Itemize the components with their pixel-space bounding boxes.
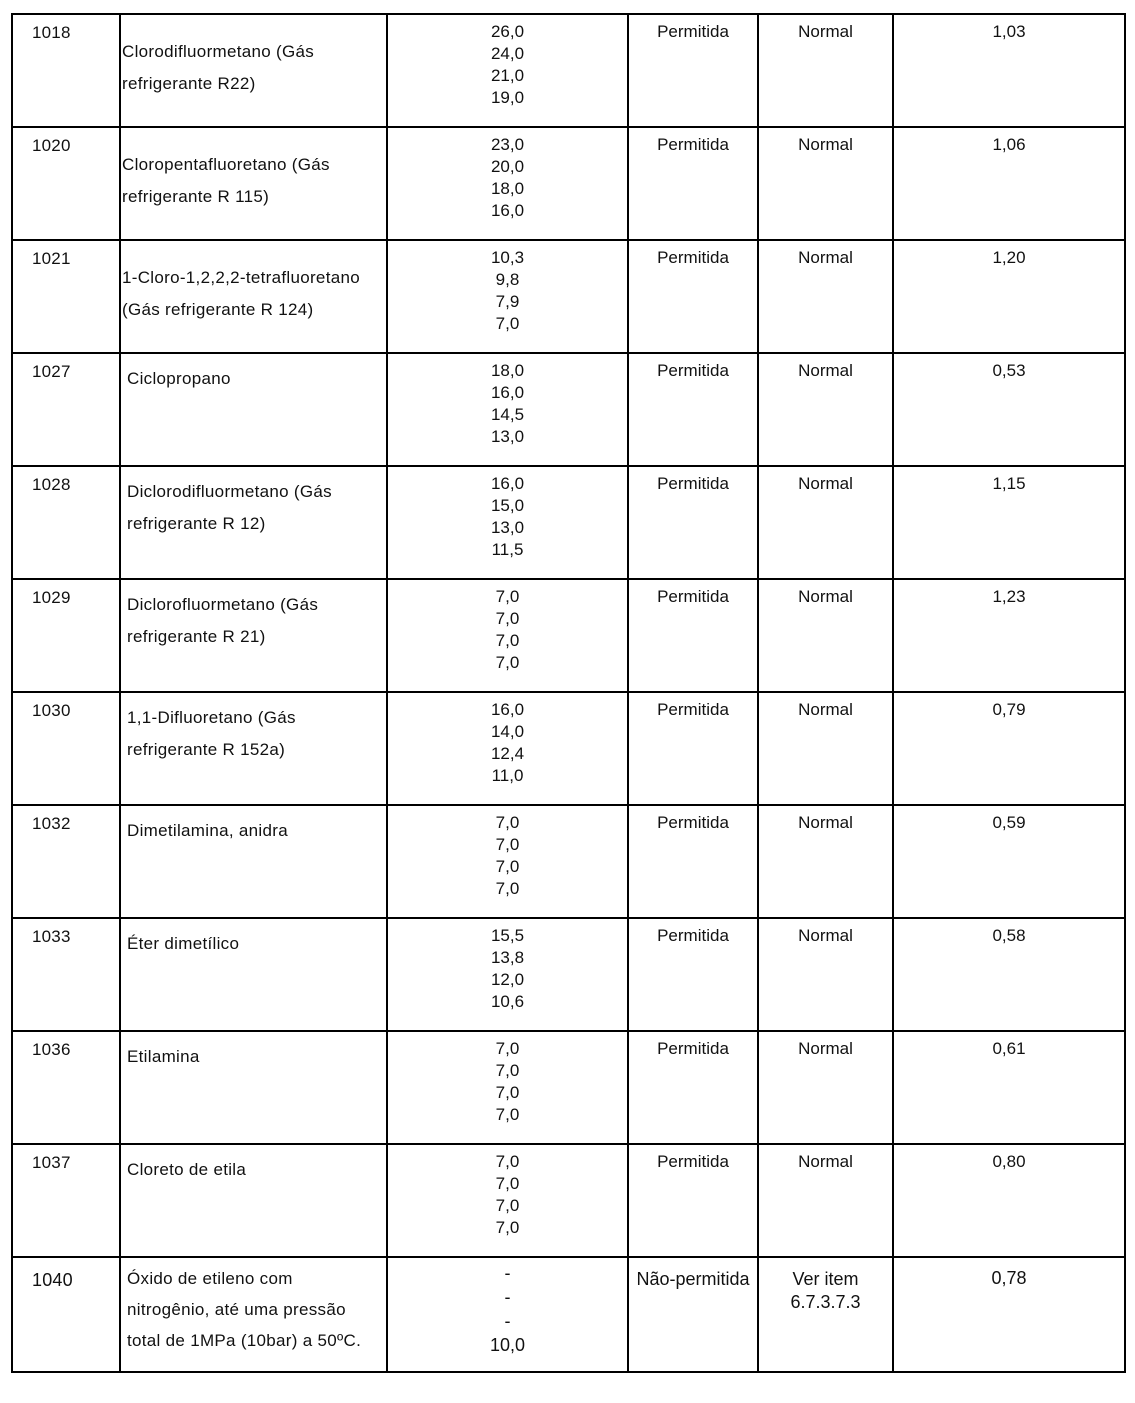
- density-cell: [893, 1031, 1125, 1144]
- table-row: [12, 918, 1125, 1031]
- bottom-opening-cell: [628, 918, 758, 1031]
- gas-table-body: [12, 14, 1125, 1372]
- relief-cell: [758, 127, 893, 240]
- relief-cell: [758, 692, 893, 805]
- bottom-opening-cell: [628, 240, 758, 353]
- fill-density: 0,58: [992, 926, 1026, 945]
- table-row: [12, 1031, 1125, 1144]
- pressure-value: 11,0: [491, 766, 524, 785]
- density-cell: [893, 127, 1125, 240]
- pressure-value: -: [504, 1263, 511, 1283]
- substance-name: Diclorofluormetano (Gás refrigerante R 21): [127, 595, 319, 646]
- pressure-list: [388, 354, 627, 448]
- pressure-value: 16,0: [490, 383, 525, 402]
- density-cell: [893, 692, 1125, 805]
- pressure-relief: Normal: [798, 135, 853, 154]
- fill-density: 0,59: [992, 813, 1026, 832]
- name-cell: [120, 1257, 387, 1372]
- pressure-relief: Normal: [798, 1039, 853, 1058]
- un-number: 1029: [32, 588, 71, 607]
- table-row: [12, 466, 1125, 579]
- table-row: [12, 353, 1125, 466]
- bottom-opening: Não-permitida: [636, 1269, 750, 1289]
- bottom-opening: Permitida: [657, 700, 729, 719]
- pressure-cell: [387, 579, 628, 692]
- pressure-value: 11,5: [491, 540, 524, 559]
- table-row: [12, 692, 1125, 805]
- pressure-value: 7,0: [495, 609, 520, 628]
- pressure-cell: [387, 918, 628, 1031]
- pressure-value: 14,0: [490, 722, 525, 741]
- un-number-cell: [12, 1257, 120, 1372]
- bottom-opening: Permitida: [657, 361, 729, 380]
- un-number-cell: [12, 466, 120, 579]
- substance-name: Cloropentafluoretano (Gás refrigerante R 115): [122, 155, 330, 206]
- fill-density: 0,78: [991, 1268, 1027, 1288]
- name-cell: [120, 14, 387, 127]
- bottom-opening-cell: [628, 1144, 758, 1257]
- name-cell: [120, 805, 387, 918]
- pressure-list: [388, 1258, 627, 1357]
- bottom-opening: Permitida: [657, 587, 729, 606]
- bottom-opening-cell: [628, 1257, 758, 1372]
- substance-name: Cloreto de etila: [127, 1160, 247, 1179]
- bottom-opening-cell: [628, 353, 758, 466]
- table-row: [12, 14, 1125, 127]
- pressure-value: 13,8: [490, 948, 525, 967]
- pressure-value: 15,5: [490, 926, 525, 945]
- pressure-value: 21,0: [490, 66, 525, 85]
- fill-density: 0,79: [992, 700, 1026, 719]
- un-number: 1032: [32, 814, 71, 833]
- pressure-value: 16,0: [490, 474, 525, 493]
- pressure-value: 7,0: [495, 1105, 520, 1124]
- fill-density: 0,61: [992, 1039, 1026, 1058]
- name-cell: [120, 692, 387, 805]
- fill-density: 1,15: [992, 474, 1026, 493]
- bottom-opening-cell: [628, 1031, 758, 1144]
- pressure-value: 7,0: [495, 1061, 520, 1080]
- pressure-relief: Normal: [798, 361, 853, 380]
- substance-name: 1-Cloro-1,2,2,2-tetrafluoretano (Gás refrigerante R 124): [122, 268, 360, 319]
- density-cell: [893, 579, 1125, 692]
- pressure-cell: [387, 692, 628, 805]
- substance-name: Óxido de etileno com nitrogênio, até uma pressão total de 1MPa (10bar) a 50ºC.: [127, 1269, 362, 1350]
- density-cell: [893, 353, 1125, 466]
- bottom-opening: Permitida: [657, 22, 729, 41]
- density-cell: [893, 805, 1125, 918]
- pressure-value: 10,6: [490, 992, 525, 1011]
- bottom-opening: Permitida: [657, 1039, 729, 1058]
- relief-cell: [758, 14, 893, 127]
- name-cell: [120, 353, 387, 466]
- density-cell: [893, 466, 1125, 579]
- un-number-cell: [12, 579, 120, 692]
- un-number: 1028: [32, 475, 71, 494]
- pressure-list: [388, 467, 627, 561]
- relief-cell: [758, 353, 893, 466]
- un-number-cell: [12, 805, 120, 918]
- table-row: [12, 240, 1125, 353]
- pressure-relief: Ver item 6.7.3.7.3: [790, 1269, 861, 1312]
- un-number-cell: [12, 692, 120, 805]
- density-cell: [893, 1257, 1125, 1372]
- pressure-relief: Normal: [798, 587, 853, 606]
- un-number: 1036: [32, 1040, 71, 1059]
- bottom-opening-cell: [628, 692, 758, 805]
- un-number-cell: [12, 14, 120, 127]
- un-number: 1027: [32, 362, 71, 381]
- pressure-list: [388, 241, 627, 335]
- pressure-list: [388, 806, 627, 900]
- name-cell: [120, 1144, 387, 1257]
- bottom-opening: Permitida: [657, 248, 729, 267]
- pressure-cell: [387, 240, 628, 353]
- pressure-value: 7,9: [495, 292, 520, 311]
- pressure-value: 10,3: [490, 248, 525, 267]
- pressure-list: [388, 1032, 627, 1126]
- pressure-value: 7,0: [495, 835, 520, 854]
- pressure-list: [388, 1145, 627, 1239]
- un-number: 1037: [32, 1153, 71, 1172]
- pressure-value: 13,0: [490, 427, 525, 446]
- substance-name: Clorodifluormetano (Gás refrigerante R22): [122, 42, 315, 93]
- pressure-value: 7,0: [495, 1174, 520, 1193]
- bottom-opening-cell: [628, 579, 758, 692]
- pressure-value: 12,0: [490, 970, 525, 989]
- bottom-opening: Permitida: [657, 474, 729, 493]
- table-row: [12, 1257, 1125, 1372]
- fill-density: 1,03: [992, 22, 1026, 41]
- pressure-value: 15,0: [490, 496, 525, 515]
- un-number-cell: [12, 1031, 120, 1144]
- fill-density: 1,06: [992, 135, 1026, 154]
- pressure-value: 7,0: [495, 813, 520, 832]
- pressure-relief: Normal: [798, 248, 853, 267]
- un-number-cell: [12, 1144, 120, 1257]
- pressure-value: 9,8: [495, 270, 520, 289]
- un-number: 1040: [32, 1270, 73, 1290]
- table-row: [12, 579, 1125, 692]
- table-row: [12, 1144, 1125, 1257]
- pressure-value: 7,0: [495, 653, 520, 672]
- pressure-value: 16,0: [490, 201, 525, 220]
- gas-table: [11, 13, 1126, 1373]
- bottom-opening: Permitida: [657, 813, 729, 832]
- pressure-cell: [387, 353, 628, 466]
- relief-cell: [758, 918, 893, 1031]
- pressure-value: 7,0: [495, 879, 520, 898]
- un-number-cell: [12, 240, 120, 353]
- relief-cell: [758, 1031, 893, 1144]
- pressure-value: 7,0: [495, 314, 520, 333]
- density-cell: [893, 14, 1125, 127]
- pressure-relief: Normal: [798, 926, 853, 945]
- relief-cell: [758, 805, 893, 918]
- pressure-cell: [387, 127, 628, 240]
- density-cell: [893, 1144, 1125, 1257]
- name-cell: [120, 579, 387, 692]
- un-number: 1030: [32, 701, 71, 720]
- substance-name: Ciclopropano: [127, 369, 231, 388]
- pressure-cell: [387, 466, 628, 579]
- fill-density: 1,20: [992, 248, 1026, 267]
- pressure-value: 7,0: [495, 1152, 520, 1171]
- substance-name: Dimetilamina, anidra: [127, 821, 288, 840]
- pressure-value: 7,0: [495, 1083, 520, 1102]
- pressure-value: 23,0: [490, 135, 525, 154]
- pressure-value: 16,0: [490, 700, 525, 719]
- pressure-cell: [387, 1257, 628, 1372]
- name-cell: [120, 240, 387, 353]
- relief-cell: [758, 466, 893, 579]
- substance-name: Diclorodifluormetano (Gás refrigerante R 12): [127, 482, 332, 533]
- pressure-value: 7,0: [495, 587, 520, 606]
- pressure-value: 18,0: [490, 361, 525, 380]
- bottom-opening: Permitida: [657, 1152, 729, 1171]
- pressure-cell: [387, 805, 628, 918]
- pressure-value: 24,0: [490, 44, 525, 63]
- un-number-cell: [12, 918, 120, 1031]
- pressure-value: 7,0: [495, 1039, 520, 1058]
- pressure-relief: Normal: [798, 22, 853, 41]
- pressure-value: 20,0: [490, 157, 525, 176]
- table-row: [12, 127, 1125, 240]
- name-cell: [120, 1031, 387, 1144]
- pressure-value: 19,0: [490, 88, 525, 107]
- pressure-value: 14,5: [490, 405, 525, 424]
- pressure-cell: [387, 1144, 628, 1257]
- bottom-opening-cell: [628, 805, 758, 918]
- pressure-value: -: [504, 1311, 511, 1331]
- pressure-value: 13,0: [490, 518, 525, 537]
- pressure-value: 10,0: [489, 1335, 526, 1355]
- bottom-opening-cell: [628, 127, 758, 240]
- pressure-value: -: [504, 1287, 511, 1307]
- pressure-cell: [387, 14, 628, 127]
- un-number: 1033: [32, 927, 71, 946]
- un-number: 1020: [32, 136, 71, 155]
- fill-density: 0,53: [992, 361, 1026, 380]
- fill-density: 1,23: [992, 587, 1026, 606]
- pressure-value: 7,0: [495, 1196, 520, 1215]
- bottom-opening: Permitida: [657, 926, 729, 945]
- fill-density: 0,80: [992, 1152, 1026, 1171]
- pressure-value: 7,0: [495, 857, 520, 876]
- pressure-value: 7,0: [495, 1218, 520, 1237]
- un-number: 1018: [32, 23, 71, 42]
- bottom-opening-cell: [628, 466, 758, 579]
- pressure-relief: Normal: [798, 474, 853, 493]
- pressure-list: [388, 919, 627, 1013]
- bottom-opening: Permitida: [657, 135, 729, 154]
- pressure-list: [388, 693, 627, 787]
- un-number-cell: [12, 353, 120, 466]
- relief-cell: [758, 579, 893, 692]
- name-cell: [120, 466, 387, 579]
- pressure-relief: Normal: [798, 1152, 853, 1171]
- name-cell: [120, 918, 387, 1031]
- pressure-list: [388, 128, 627, 222]
- substance-name: Éter dimetílico: [127, 934, 240, 953]
- pressure-cell: [387, 1031, 628, 1144]
- substance-name: 1,1-Difluoretano (Gás refrigerante R 152a): [127, 708, 296, 759]
- density-cell: [893, 240, 1125, 353]
- table-row: [12, 805, 1125, 918]
- bottom-opening-cell: [628, 14, 758, 127]
- pressure-relief: Normal: [798, 813, 853, 832]
- pressure-value: 18,0: [490, 179, 525, 198]
- pressure-list: [388, 580, 627, 674]
- pressure-value: 12,4: [490, 744, 525, 763]
- name-cell: [120, 127, 387, 240]
- relief-cell: [758, 240, 893, 353]
- pressure-list: [388, 15, 627, 109]
- density-cell: [893, 918, 1125, 1031]
- pressure-value: 26,0: [490, 22, 525, 41]
- relief-cell: [758, 1257, 893, 1372]
- relief-cell: [758, 1144, 893, 1257]
- pressure-relief: Normal: [798, 700, 853, 719]
- substance-name: Etilamina: [127, 1047, 200, 1066]
- un-number-cell: [12, 127, 120, 240]
- un-number: 1021: [32, 249, 71, 268]
- pressure-value: 7,0: [495, 631, 520, 650]
